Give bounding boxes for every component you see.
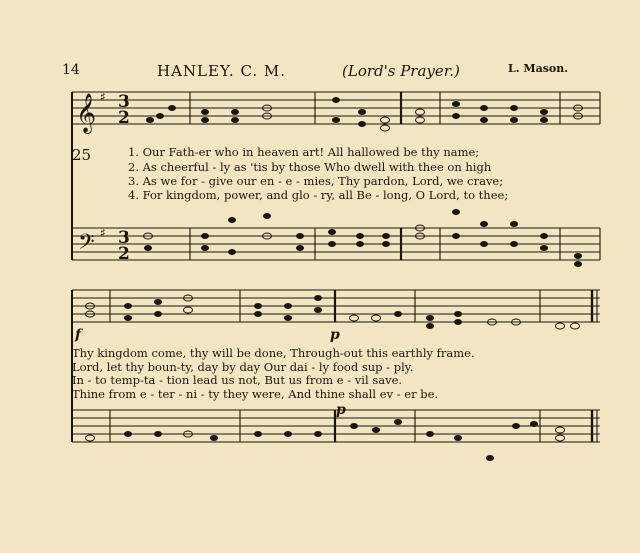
verse-line-3: 3. As we for - give our en - e - mies, Thy pardon, Lord, we crave; bbox=[128, 174, 504, 188]
verse-line-3-cont: In - to temp-ta - tion lead us not, But us from e - vil save. bbox=[72, 373, 403, 387]
verse-line-2-cont: Lord, let thy boun-ty, day by day Our dai - ly food sup - ply. bbox=[72, 360, 414, 374]
verse-line-1: 1. Our Fath-er who in heaven art! All hallowed be thy name; bbox=[128, 145, 480, 159]
tune-title: HANLEY. C. M. bbox=[157, 62, 287, 80]
dynamic-forte: f bbox=[75, 327, 82, 343]
tune-subtitle: (Lord's Prayer.) bbox=[342, 62, 460, 80]
page-number: 14 bbox=[62, 62, 80, 78]
verse-line-4: 4. For kingdom, power, and glo - ry, all Be - long, O Lord, to thee; bbox=[128, 188, 509, 202]
sharp-icon: ♯ bbox=[100, 90, 106, 104]
verse-line-1-cont: Thy kingdom come, thy will be done, Through-out this earthly frame. bbox=[72, 346, 475, 360]
dynamic-piano-bass: p bbox=[336, 402, 346, 418]
time-signature-top: 3 bbox=[118, 228, 130, 248]
bass-clef-icon: 𝄢 bbox=[78, 230, 95, 260]
time-signature-bottom: 2 bbox=[118, 244, 130, 264]
dynamic-piano-treble: p bbox=[330, 327, 340, 343]
sharp-icon: ♯ bbox=[100, 226, 106, 240]
composer-name: L. Mason. bbox=[508, 62, 569, 75]
time-signature-bottom: 2 bbox=[118, 108, 130, 128]
tune-number: 25 bbox=[72, 146, 92, 164]
time-signature-top: 3 bbox=[118, 92, 130, 112]
treble-clef-icon: 𝄞 bbox=[76, 93, 97, 133]
verse-line-2: 2. As cheerful - ly as 'tis by those Who dwell with thee on high bbox=[128, 160, 492, 174]
verse-line-4-cont: Thine from e - ter - ni - ty they were, And thine shall ev - er be. bbox=[72, 387, 439, 401]
